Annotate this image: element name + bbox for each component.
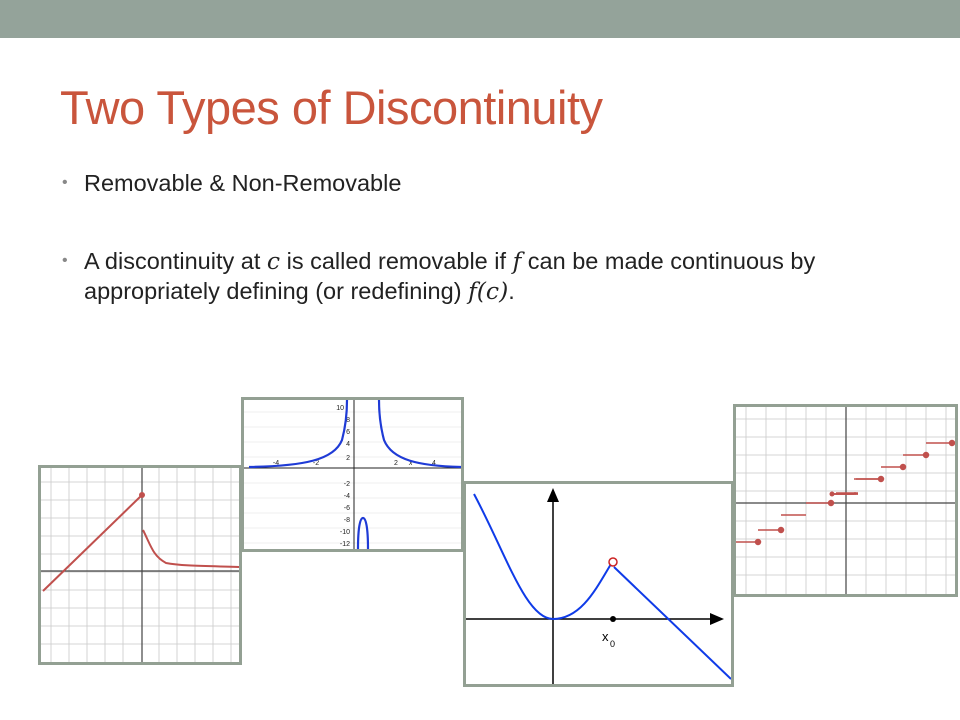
y-tick-label: 8 [346,417,350,424]
blue-curve-bottom [358,518,368,549]
math-f-of-c: f(c) [468,277,509,305]
bullet-text-part: can be made continuous by appropriately defining (or redefining) [84,248,816,304]
figure-step-function [733,404,958,597]
bullet-item [62,246,922,306]
x0-subscript: 0 [610,639,616,649]
x-axis-arrow-icon [710,613,724,625]
math-f: f [512,247,522,275]
red-graph-svg [41,468,239,662]
figure-cusp [463,481,734,687]
hyperbola-svg [244,400,461,549]
bullet-text-part: A discontinuity at [84,248,267,274]
red-curve [143,530,239,567]
y-tick-label: -10 [339,529,350,536]
red-line [43,495,142,591]
bullet-text-part: is called removable if [280,248,513,274]
filled-point [139,492,145,498]
y-tick-label: 10 [336,405,344,412]
y-tick-label: 4 [346,441,350,448]
figure-red-graph [38,465,242,665]
bullet-list [62,168,922,306]
y-tick-label: -8 [343,517,350,524]
slide-title: Two Types of Discontinuity [60,81,603,134]
y-tick-label: 6 [346,429,350,436]
y-tick-label: -4 [343,493,350,500]
bullet-dot-icon: • [62,252,68,269]
step-svg [736,407,955,594]
cusp-svg [466,484,731,684]
figure-hyperbola [241,397,464,552]
math-c: c [266,247,281,275]
y-tick-label: -2 [343,481,350,488]
x-tick-label: 2 [394,460,398,467]
blue-parabola [474,494,611,619]
y-tick-label: 2 [346,455,350,462]
x0-label: x [602,629,609,644]
top-bar [0,0,960,38]
y-axis-arrow-icon [547,488,559,502]
open-point [609,558,617,566]
bullet-item [62,168,922,198]
bullet-text-part: . [508,278,515,304]
x-tick-label: 4 [432,460,436,467]
x-tick-label: -4 [272,460,280,467]
x0-point [610,616,616,622]
x-tick-label: -2 [312,460,320,467]
bullet-dot-icon: • [62,174,68,191]
x-axis-label: x [409,460,413,467]
y-tick-label: -12 [339,541,350,548]
y-tick-label: -6 [343,505,350,512]
bullet-text: Removable & Non-Removable [84,170,402,196]
